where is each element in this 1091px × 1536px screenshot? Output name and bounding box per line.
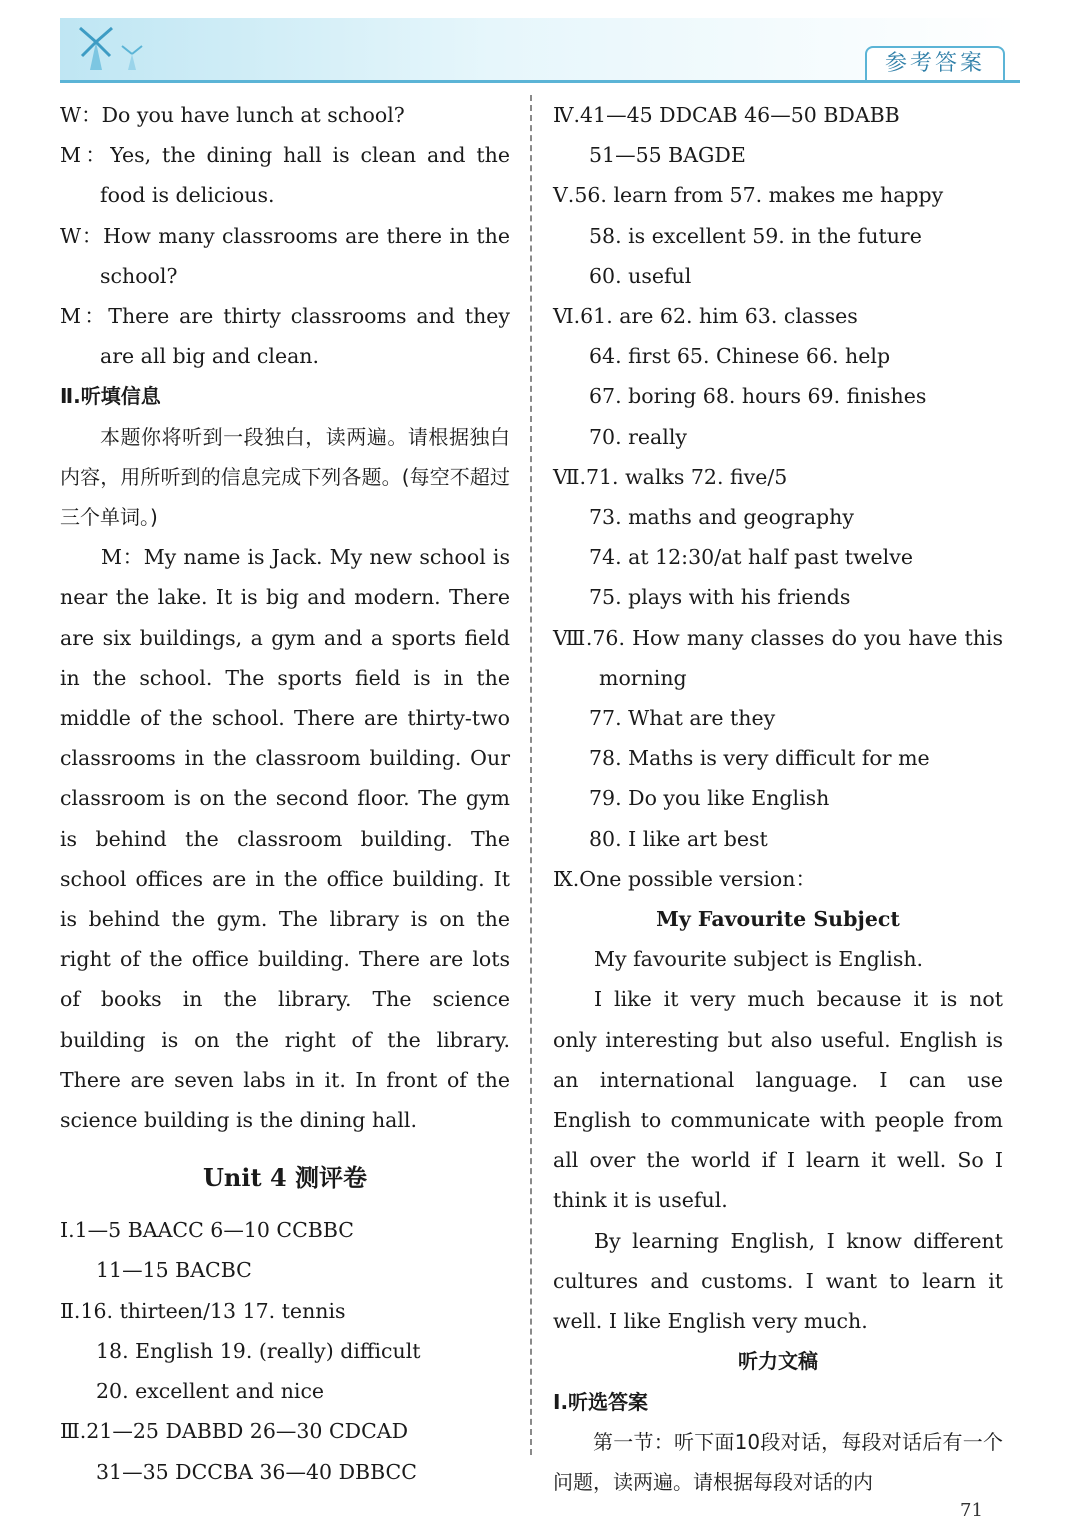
answer-line: 78. Maths is very difficult for me — [589, 746, 930, 771]
answer-line: Ⅸ.One possible version： — [553, 866, 816, 891]
answer-line: 64. first 65. Chinese 66. help — [589, 344, 891, 369]
answer-line: Ⅱ.16. thirteen/13 17. tennis — [60, 1298, 346, 1323]
answer-line: 31—35 DCCBA 36—40 DBBCC — [96, 1459, 417, 1484]
answer-line: 74. at 12:30/at half past twelve — [589, 545, 913, 570]
answer-line: 11—15 BACBC — [96, 1258, 252, 1283]
answer-line: 80. I like art best — [589, 826, 768, 851]
answer-line: 67. boring 68. hours 69. finishes — [589, 384, 927, 409]
section-instruction: 第一节：听下面10段对话，每段对话后有一个问题，读两遍。请根据每段对话的内 — [553, 1429, 1003, 1494]
section-instruction: 本题你将听到一段独白，读两遍。请根据独白内容，用所听到的信息完成下列各题。(每空不超过三个单词。) — [60, 424, 510, 530]
answer-line: 58. is excellent 59. in the future — [589, 223, 922, 248]
answer-line: 60. useful — [589, 263, 692, 288]
answer-line: 75. plays with his friends — [589, 585, 851, 610]
answer-line: 77. What are they — [589, 706, 776, 731]
essay-title: My Favourite Subject — [656, 907, 900, 932]
section-title: Ⅰ.听选答案 — [553, 1389, 649, 1414]
dialogue-line: W：How many classrooms are there in the school? — [60, 223, 510, 288]
section-title: Ⅱ.听填信息 — [60, 384, 161, 409]
answer-line: Ⅲ.21—25 DABBD 26—30 CDCAD — [60, 1419, 409, 1444]
windmill-logo-icon — [70, 22, 160, 72]
page-number: 71 — [960, 1500, 983, 1521]
essay-paragraph: I like it very much because it is not only interesting but also useful. English is an international language. I can use English to communicate with people from all over the world if I learn it well. So I think it is useful. — [553, 987, 1003, 1213]
answer-line: 73. maths and geography — [589, 505, 854, 530]
answer-line: Ⅶ.71. walks 72. five/5 — [553, 464, 788, 489]
header-section-tab: 参考答案 — [865, 46, 1005, 80]
dialogue-line: W：Do you have lunch at school? — [60, 103, 405, 127]
answer-line: 70. really — [589, 424, 687, 449]
right-column — [553, 95, 1003, 1502]
answer-line: Ⅴ.56. learn from 57. makes me happy — [553, 183, 944, 208]
dialogue-line: M：Yes, the dining hall is clean and the food is delicious. — [60, 143, 510, 208]
unit-title: Unit 4 测评卷 — [203, 1163, 367, 1193]
answer-line: 51—55 BAGDE — [589, 143, 746, 168]
left-column — [60, 95, 510, 1492]
column-divider — [530, 95, 532, 1455]
answer-line: Ⅷ.76. How many classes do you have this morning — [553, 625, 1003, 690]
essay-paragraph: By learning English, I know different cultures and customs. I want to learn it well. I like English very much. — [553, 1228, 1003, 1334]
essay-paragraph: My favourite subject is English. — [594, 947, 924, 972]
answer-line: Ⅳ.41—45 DDCAB 46—50 BDABB — [553, 103, 900, 127]
answer-line: Ⅵ.61. are 62. him 63. classes — [553, 304, 858, 329]
answer-line: 18. English 19. (really) difficult — [96, 1338, 421, 1363]
answer-line: 79. Do you like English — [589, 786, 830, 811]
answer-line: Ⅰ.1—5 BAACC 6—10 CCBBC — [60, 1218, 354, 1243]
dialogue-line: M：There are thirty classrooms and they are all big and clean. — [60, 304, 510, 369]
transcript-title: 听力文稿 — [738, 1349, 818, 1374]
monologue-text: M：My name is Jack. My new school is near the lake. It is big and modern. There are six buildings, a gym and a sports field in the school. The sports field is in the middle of the school. There are thirty-two classrooms in the classroom building. Our classroom is on the second floor. The gym is behind the classroom building. The school offices are in the office building. It is behind the gym. The library is on the right of the office building. There are lots of books in the library. The science building is on the right of the library. There are seven labs in it. In front of the science building is the dining hall. — [60, 545, 510, 1133]
answer-line: 20. excellent and nice — [96, 1379, 325, 1404]
